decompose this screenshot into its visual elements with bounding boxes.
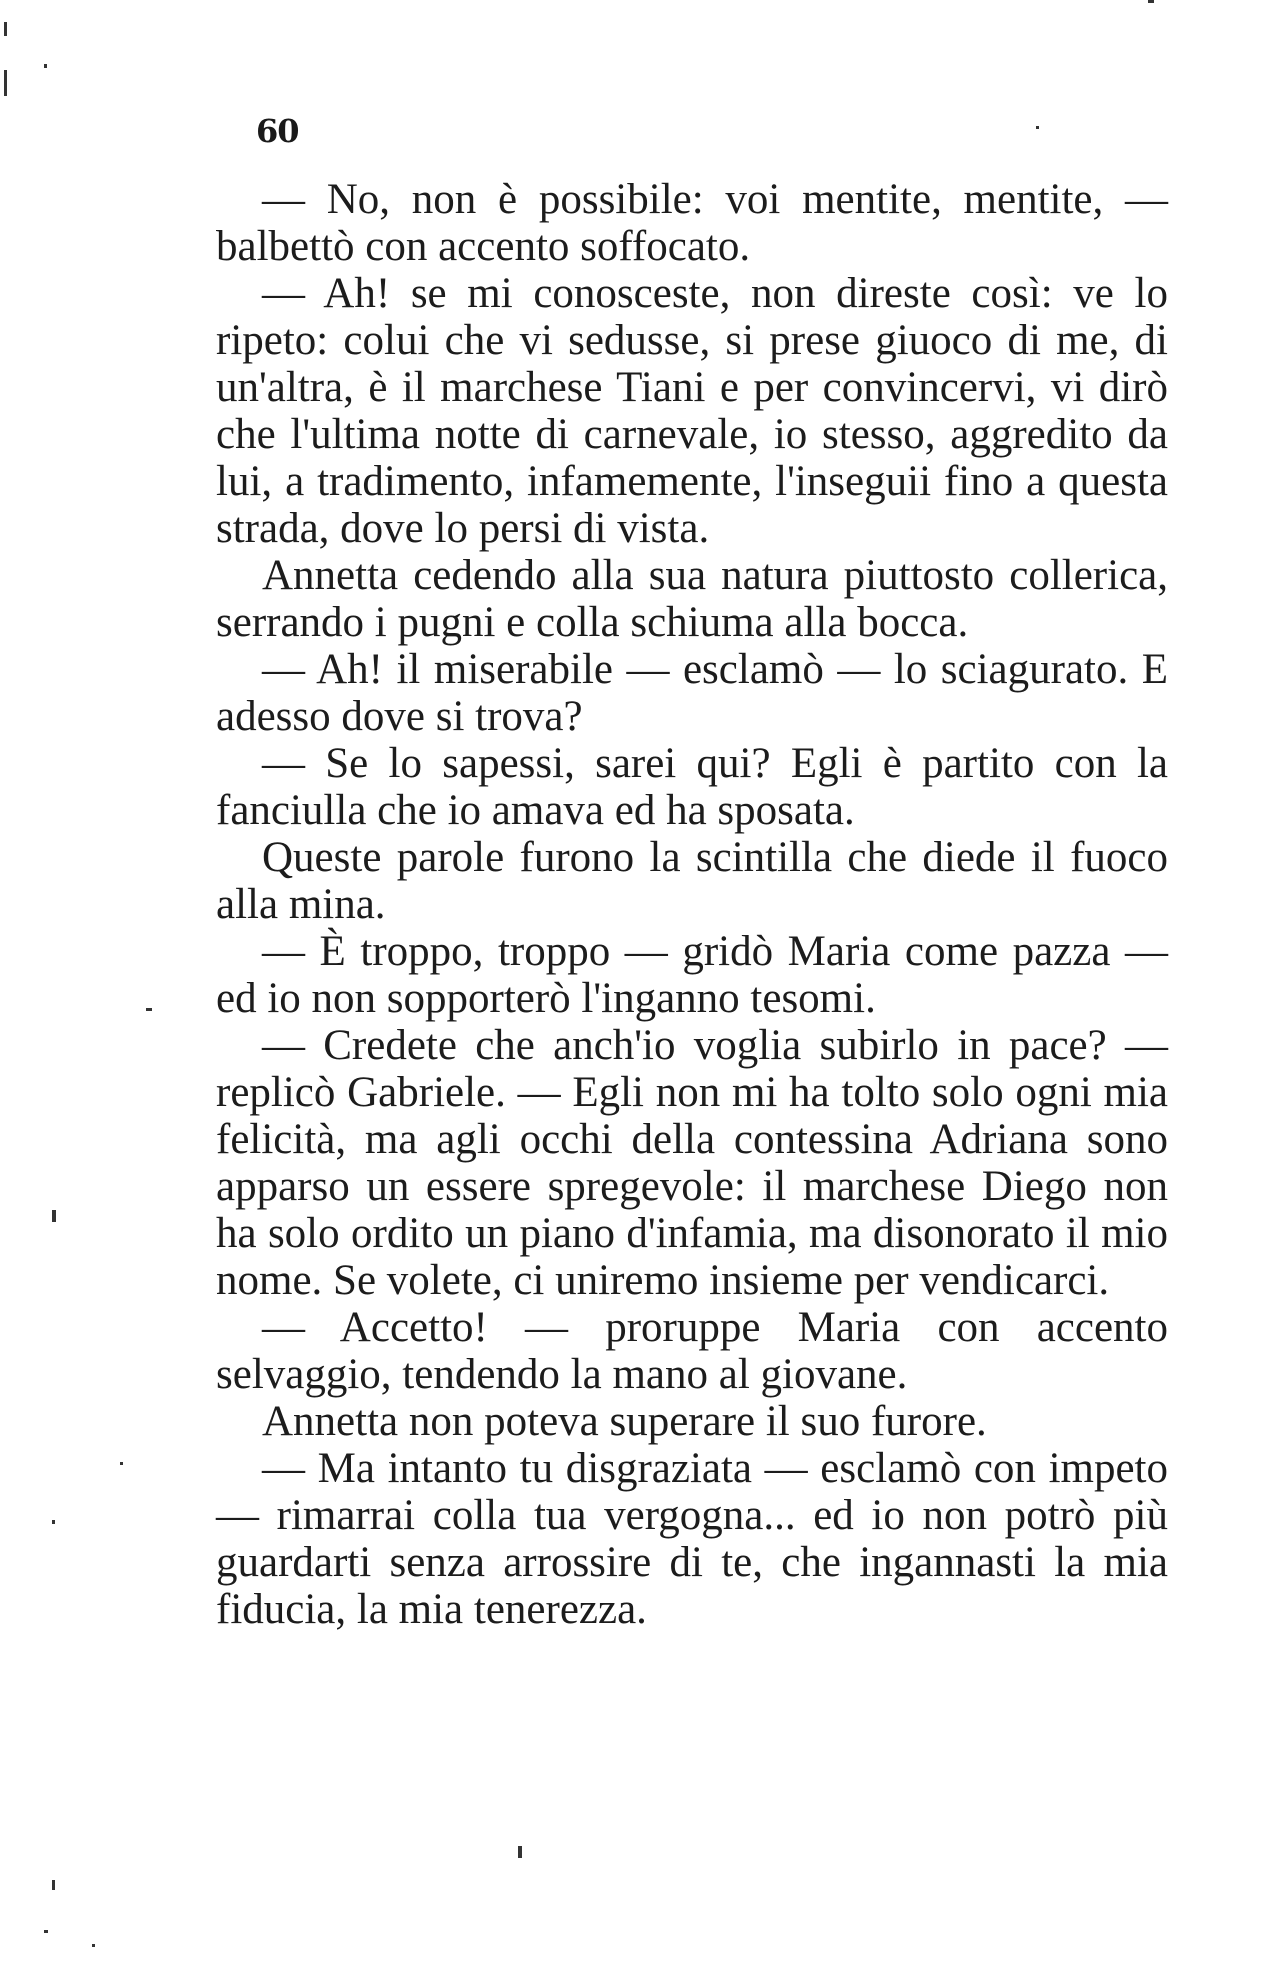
scan-speck	[4, 70, 7, 96]
scan-speck	[52, 1210, 56, 1222]
paragraph: — È troppo, troppo — gridò Maria come pazza — ed io non sopporterò l'inganno tesomi.	[216, 928, 1168, 1022]
paragraph: — Se lo sapessi, sarei qui? Egli è partito con la fanciulla che io amava ed ha sposata.	[216, 740, 1168, 834]
scan-speck	[1036, 126, 1039, 129]
scan-speck	[4, 22, 7, 36]
paragraph: Annetta non poteva superare il suo furore.	[262, 1398, 987, 1445]
page-number: 60	[256, 112, 299, 150]
paragraph: Queste parole furono la scintilla che diede il fuoco alla mina.	[216, 834, 1168, 928]
scan-speck	[518, 1846, 522, 1858]
paragraph: — Ma intanto tu disgraziata — esclamò con impeto — rimarrai colla tua vergogna... ed io non potrò più guardarti senza arrossire di te, che ingannasti la mia fiducia, la mia tenerezza.	[216, 1445, 1168, 1633]
paragraph: — Credete che anch'io voglia subirlo in pace? — replicò Gabriele. — Egli non mi ha tolto solo ogni mia felicità, ma agli occhi della contessina Adriana sono apparso un essere spregevole: il marchese Diego non ha solo ordito un piano d'infamia, ma disonorato il mio nome. Se volete, ci uniremo insieme per vendicarci.	[216, 1022, 1168, 1304]
scan-speck	[44, 1930, 48, 1933]
scan-speck	[44, 64, 47, 68]
scan-speck	[92, 1944, 95, 1947]
paragraph: — No, non è possibile: voi mentite, mentite, — balbettò con accento soffocato.	[216, 176, 1168, 270]
paragraph: — Ah! il miserabile — esclamò — lo sciagurato. E adesso dove si trova?	[216, 646, 1168, 740]
scan-speck	[1148, 0, 1154, 3]
scan-speck	[120, 1462, 123, 1465]
paragraph: — Ah! se mi conosceste, non direste così: ve lo ripeto: colui che vi sedusse, si prese giuoco di me, di un'altra, è il marchese Tiani e per convincervi, vi dirò che l'ultima notte di carnevale, io stesso, aggredito da lui, a tradimento, infamemente, l'inseguii fino a questa strada, dove lo persi di vista.	[216, 270, 1168, 552]
scan-speck	[52, 1520, 55, 1524]
paragraph: — Accetto! — proruppe Maria con accento selvaggio, tendendo la mano al giovane.	[216, 1304, 1168, 1398]
scan-speck	[52, 1880, 55, 1890]
page-body-text	[216, 176, 1168, 1633]
scan-speck	[146, 1008, 152, 1011]
paragraph: Annetta cedendo alla sua natura piuttosto collerica, serrando i pugni e colla schiuma alla bocca.	[216, 552, 1168, 646]
